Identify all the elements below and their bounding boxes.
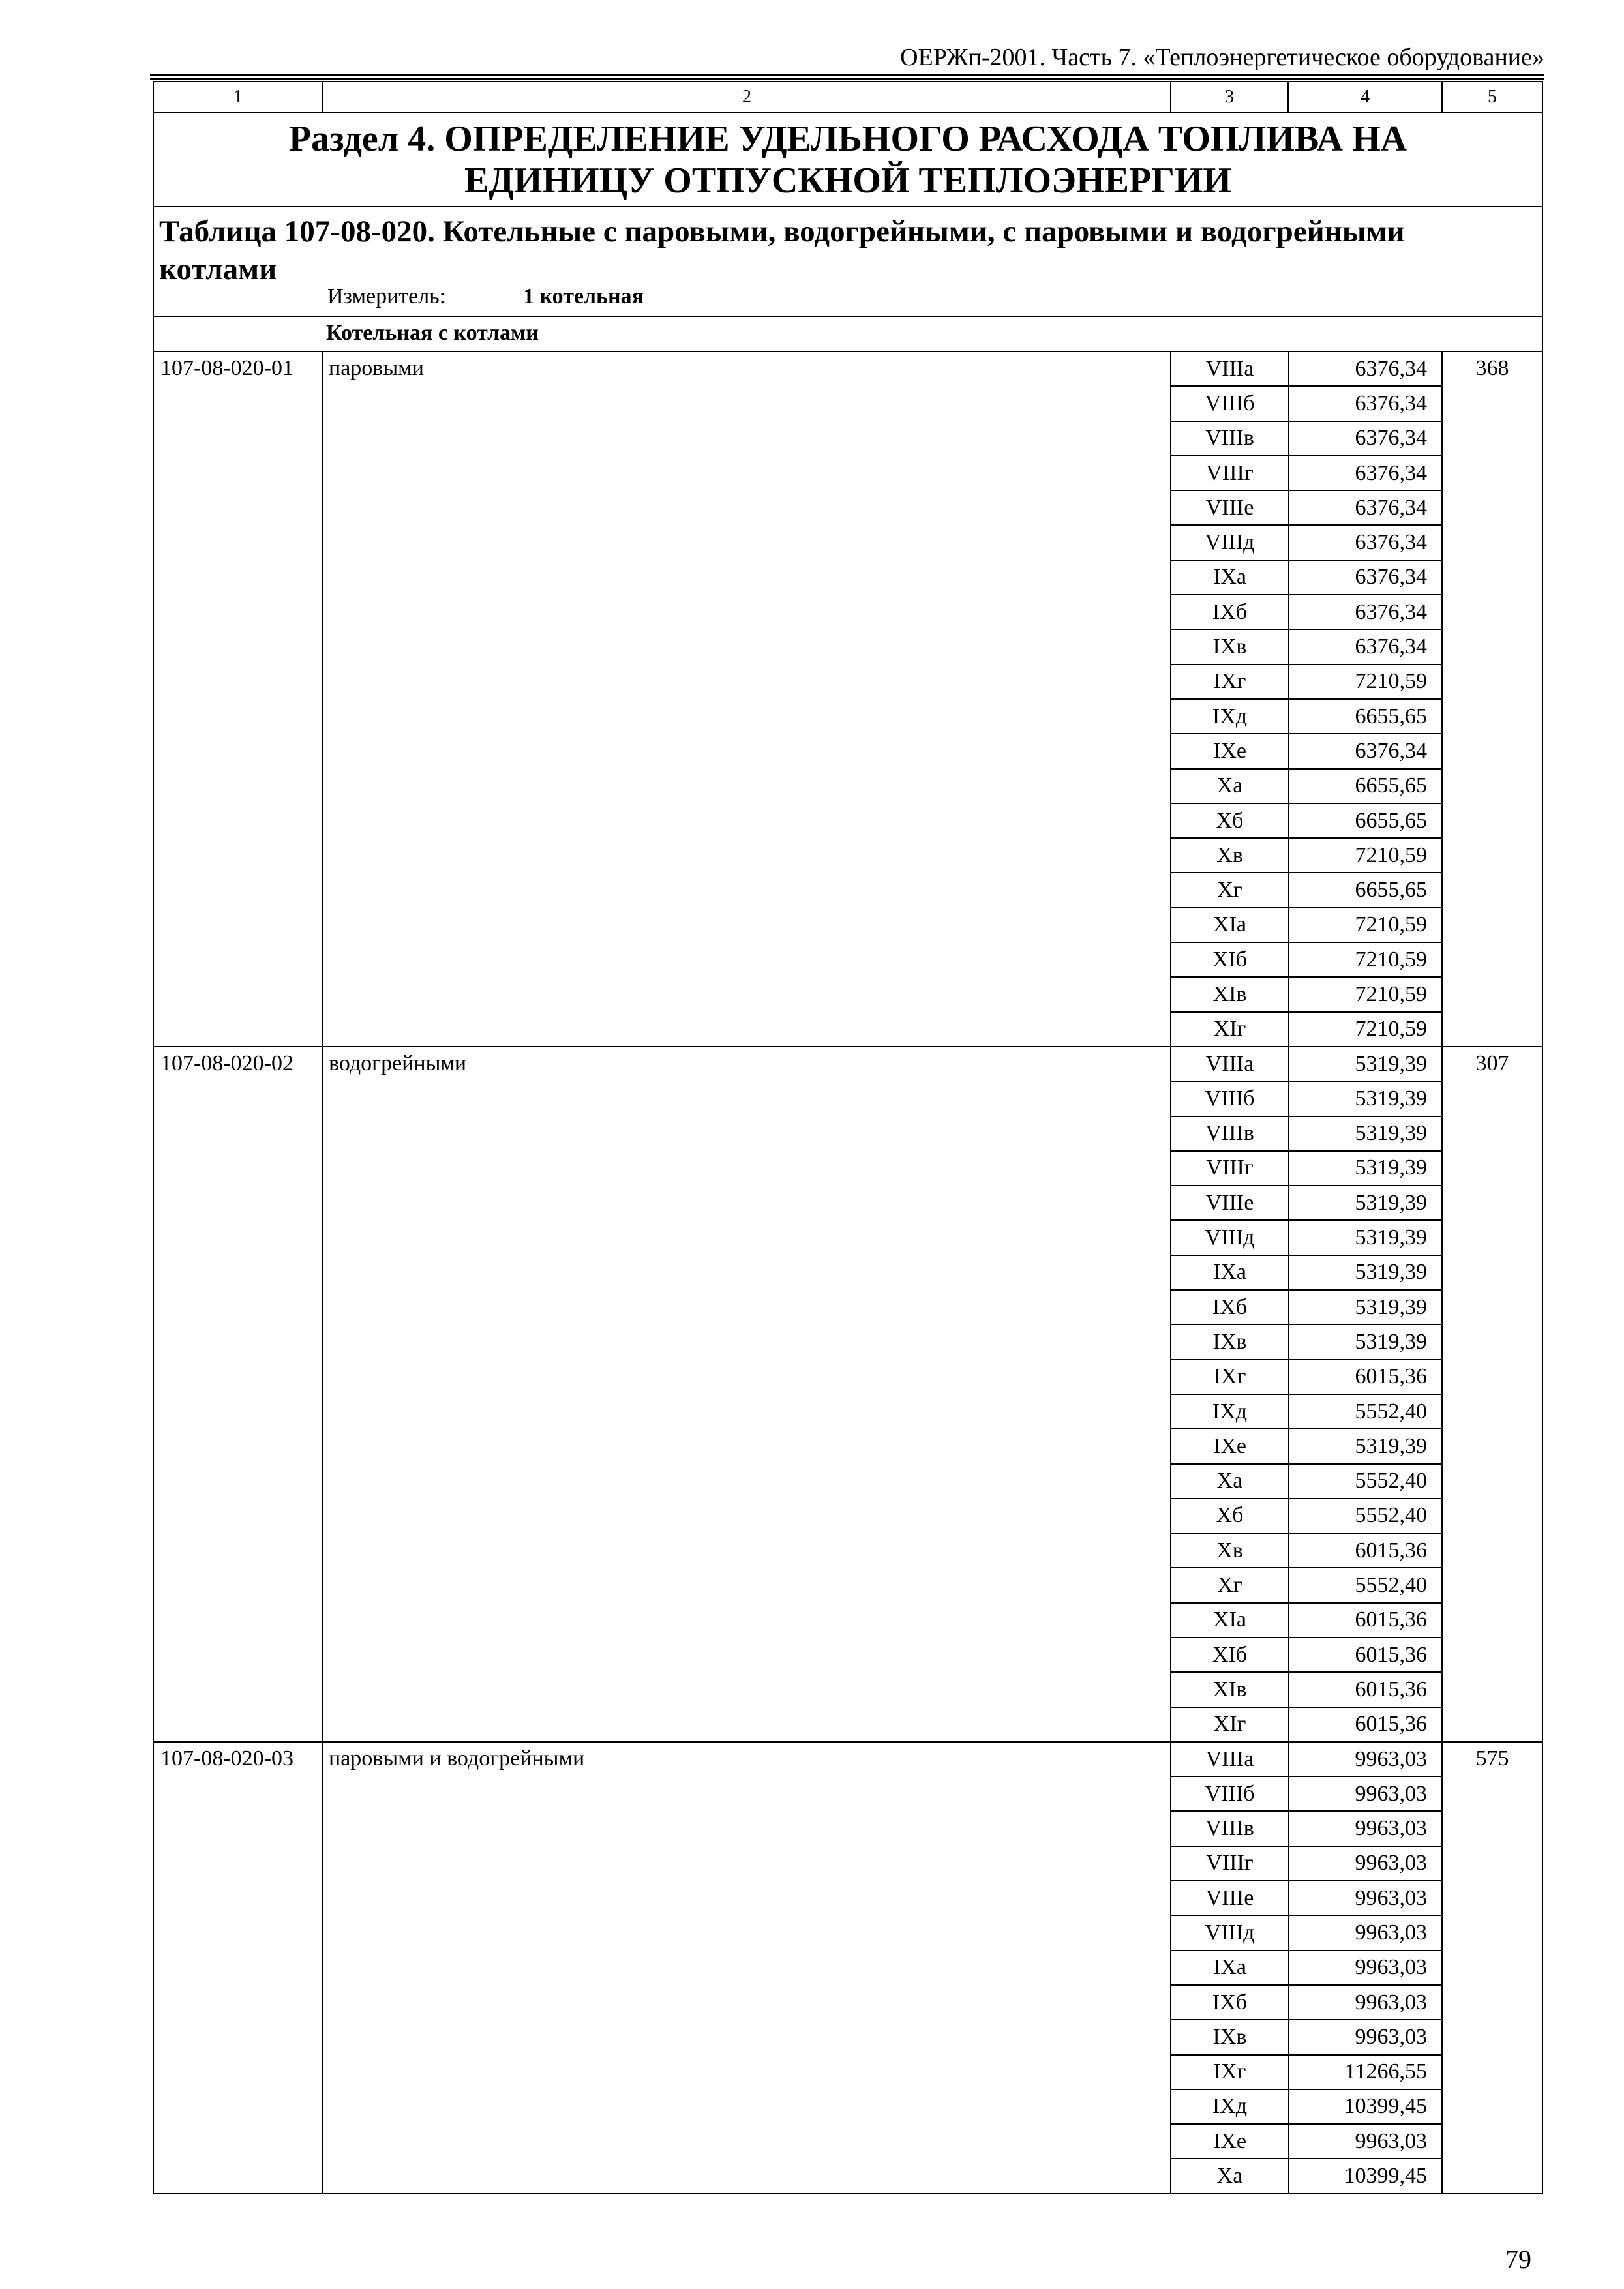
consumption-value: 6376,34 bbox=[1289, 352, 1443, 386]
consumption-value: 9963,03 bbox=[1289, 1743, 1443, 1776]
consumption-value: 6015,36 bbox=[1289, 1672, 1443, 1707]
climate-class: VIIIб bbox=[1171, 1776, 1289, 1811]
class-value-table bbox=[1171, 1743, 1443, 2193]
climate-class: XIв bbox=[1171, 1672, 1289, 1707]
consumption-value: 5319,39 bbox=[1289, 1290, 1443, 1324]
climate-class: VIIIг bbox=[1171, 456, 1289, 490]
consumption-value: 6015,36 bbox=[1355, 1712, 1427, 1737]
list-item bbox=[1171, 421, 1443, 456]
climate-class: VIIIб bbox=[1171, 386, 1289, 421]
running-header: ОЕРЖп-2001. Часть 7. «Теплоэнергетическое оборудование» bbox=[900, 44, 1544, 71]
climate-class: Xб bbox=[1171, 803, 1289, 838]
climate-class: IXв bbox=[1171, 1324, 1289, 1359]
list-item bbox=[1171, 1360, 1443, 1394]
class-value-list bbox=[1171, 1742, 1442, 2194]
list-item bbox=[1171, 1012, 1443, 1046]
list-item bbox=[1171, 2055, 1443, 2089]
climate-class: IXв bbox=[1171, 2020, 1289, 2054]
norm-code: 107-08-020-01 bbox=[153, 352, 323, 1047]
climate-class: IXд bbox=[1171, 699, 1289, 734]
consumption-value: 9963,03 bbox=[1289, 1811, 1443, 1846]
list-item bbox=[1171, 1811, 1443, 1846]
list-item bbox=[1171, 2159, 1443, 2192]
climate-class: IXв bbox=[1171, 629, 1289, 664]
list-item bbox=[1171, 1186, 1443, 1220]
consumption-value: 6655,65 bbox=[1289, 699, 1443, 734]
climate-class: IXе bbox=[1171, 1429, 1289, 1463]
column-number: 3 bbox=[1171, 82, 1288, 113]
list-item bbox=[1171, 1047, 1443, 1081]
class-value-table bbox=[1171, 1047, 1443, 1741]
climate-class: Xа bbox=[1171, 1464, 1289, 1499]
list-item bbox=[1171, 1499, 1443, 1533]
consumption-value: 6015,36 bbox=[1289, 1638, 1443, 1672]
climate-class: IXг bbox=[1171, 1360, 1289, 1394]
list-item bbox=[1171, 908, 1443, 942]
climate-class: IXб bbox=[1171, 1985, 1289, 2020]
list-item bbox=[1171, 1985, 1443, 2020]
consumption-value: 5319,39 bbox=[1289, 1151, 1443, 1186]
consumption-value: 5552,40 bbox=[1289, 1499, 1443, 1533]
list-item bbox=[1171, 629, 1443, 664]
list-item bbox=[1171, 2124, 1443, 2159]
consumption-value: 10399,45 bbox=[1344, 2164, 1427, 2189]
climate-class: IXа bbox=[1171, 1951, 1289, 1985]
consumption-value: 10399,45 bbox=[1289, 2089, 1443, 2124]
list-item bbox=[1171, 1290, 1443, 1324]
consumption-value: 7210,59 bbox=[1289, 942, 1443, 977]
list-item bbox=[1171, 1915, 1443, 1950]
consumption-value: 9963,03 bbox=[1289, 1881, 1443, 1915]
climate-class: Xв bbox=[1171, 838, 1289, 873]
list-item bbox=[1171, 1533, 1443, 1568]
list-item bbox=[1171, 1081, 1443, 1116]
climate-class: IXа bbox=[1171, 1255, 1289, 1290]
climate-class: VIIIв bbox=[1171, 421, 1289, 456]
consumption-value: 9963,03 bbox=[1289, 2020, 1443, 2054]
list-item bbox=[1171, 873, 1443, 907]
list-item bbox=[1171, 2020, 1443, 2054]
consumption-value: 9963,03 bbox=[1289, 2124, 1443, 2159]
list-item bbox=[1171, 769, 1443, 803]
list-item bbox=[1171, 1707, 1443, 1741]
climate-class: Xв bbox=[1171, 1533, 1289, 1568]
consumption-value: 7210,59 bbox=[1289, 665, 1443, 699]
consumption-value: 5319,39 bbox=[1289, 1429, 1443, 1463]
list-item bbox=[1171, 1951, 1443, 1985]
list-item bbox=[1171, 1464, 1443, 1499]
list-item bbox=[1171, 1672, 1443, 1707]
climate-class: VIIIб bbox=[1171, 1081, 1289, 1116]
section-title bbox=[153, 113, 1542, 207]
consumption-value: 5319,39 bbox=[1289, 1186, 1443, 1220]
list-item bbox=[1171, 1776, 1443, 1811]
list-item bbox=[1171, 699, 1443, 734]
consumption-value: 6376,34 bbox=[1289, 525, 1443, 560]
col5-value: 307 bbox=[1442, 1047, 1542, 1742]
meter-value: 1 котельная bbox=[523, 284, 644, 308]
col5-value: 575 bbox=[1442, 1742, 1542, 2194]
list-item bbox=[1171, 1429, 1443, 1463]
climate-class: XIа bbox=[1171, 908, 1289, 942]
consumption-value: 6655,65 bbox=[1289, 769, 1443, 803]
column-number: 2 bbox=[323, 82, 1171, 113]
boiler-type: паровыми и водогрейными bbox=[323, 1742, 1171, 2194]
climate-class: Xг bbox=[1171, 1568, 1289, 1602]
consumption-value: 6376,34 bbox=[1289, 386, 1443, 421]
meter-label: Измеритель: bbox=[327, 284, 446, 308]
consumption-value: 9963,03 bbox=[1289, 1776, 1443, 1811]
column-number: 5 bbox=[1442, 82, 1542, 113]
climate-class: XIв bbox=[1171, 977, 1289, 1011]
climate-class: XIг bbox=[1171, 1707, 1289, 1741]
table-row bbox=[153, 1047, 1542, 1742]
climate-class: VIIIа bbox=[1171, 1743, 1289, 1776]
climate-class: IXе bbox=[1171, 734, 1289, 768]
climate-class: VIIIд bbox=[1171, 525, 1289, 560]
climate-class: IXг bbox=[1171, 665, 1289, 699]
list-item bbox=[1171, 1394, 1443, 1429]
consumption-value: 6015,36 bbox=[1289, 1603, 1443, 1638]
consumption-value: 9963,03 bbox=[1289, 1915, 1443, 1950]
subsection-row bbox=[153, 316, 1542, 352]
climate-class: XIб bbox=[1171, 942, 1289, 977]
consumption-value: 5319,39 bbox=[1289, 1220, 1443, 1255]
column-number: 4 bbox=[1288, 82, 1442, 113]
consumption-value: 5319,39 bbox=[1289, 1081, 1443, 1116]
class-value-table bbox=[1171, 352, 1443, 1046]
list-item bbox=[1171, 1638, 1443, 1672]
table-row bbox=[153, 352, 1542, 1047]
list-item bbox=[1171, 1603, 1443, 1638]
consumption-value: 6376,34 bbox=[1289, 595, 1443, 629]
consumption-value: 6015,36 bbox=[1289, 1533, 1443, 1568]
boiler-type: паровыми bbox=[323, 352, 1171, 1047]
climate-class: VIIIа bbox=[1171, 1047, 1289, 1081]
subsection-title: Котельная с котлами bbox=[153, 316, 1542, 352]
column-number: 1 bbox=[153, 82, 323, 113]
climate-class: VIIIа bbox=[1171, 352, 1289, 386]
climate-class: Xа bbox=[1171, 2159, 1289, 2192]
norms-table bbox=[153, 81, 1543, 2194]
list-item bbox=[1171, 803, 1443, 838]
list-item bbox=[1171, 456, 1443, 490]
consumption-value: 7210,59 bbox=[1289, 977, 1443, 1011]
consumption-value: 9963,03 bbox=[1289, 1846, 1443, 1881]
boiler-type: водогрейными bbox=[323, 1047, 1171, 1742]
list-item bbox=[1171, 977, 1443, 1011]
table-caption-cell bbox=[153, 207, 1542, 316]
climate-class: XIг bbox=[1171, 1012, 1289, 1046]
consumption-value: 6376,34 bbox=[1289, 456, 1443, 490]
climate-class: XIа bbox=[1171, 1603, 1289, 1638]
consumption-value: 7210,59 bbox=[1289, 908, 1443, 942]
column-number-row bbox=[153, 82, 1542, 113]
list-item bbox=[1171, 838, 1443, 873]
norm-code: 107-08-020-02 bbox=[153, 1047, 323, 1742]
list-item bbox=[1171, 1116, 1443, 1151]
list-item bbox=[1171, 490, 1443, 525]
section-title-line: ЕДИНИЦУ ОТПУСКНОЙ ТЕПЛОЭНЕРГИИ bbox=[464, 160, 1231, 201]
consumption-value: 6376,34 bbox=[1289, 629, 1443, 664]
table-row bbox=[153, 1742, 1542, 2194]
consumption-value: 6376,34 bbox=[1289, 734, 1443, 768]
consumption-value: 6376,34 bbox=[1289, 560, 1443, 595]
climate-class: VIIIв bbox=[1171, 1811, 1289, 1846]
list-item bbox=[1171, 734, 1443, 768]
climate-class: VIIIе bbox=[1171, 1186, 1289, 1220]
list-item bbox=[1171, 560, 1443, 595]
climate-class: IXб bbox=[1171, 1290, 1289, 1324]
climate-class: IXа bbox=[1171, 560, 1289, 595]
class-value-list bbox=[1171, 352, 1442, 1047]
consumption-value: 7210,59 bbox=[1355, 1017, 1427, 1041]
list-item bbox=[1171, 1846, 1443, 1881]
list-item bbox=[1171, 595, 1443, 629]
consumption-value: 5552,40 bbox=[1289, 1464, 1443, 1499]
consumption-value: 6376,34 bbox=[1289, 421, 1443, 456]
consumption-value: 6655,65 bbox=[1289, 873, 1443, 907]
climate-class: VIIIд bbox=[1171, 1915, 1289, 1950]
list-item bbox=[1171, 1743, 1443, 1776]
list-item bbox=[1171, 525, 1443, 560]
page-number: 79 bbox=[1505, 2245, 1531, 2274]
consumption-value: 9963,03 bbox=[1289, 1985, 1443, 2020]
climate-class: VIIIг bbox=[1171, 1151, 1289, 1186]
consumption-value: 11266,55 bbox=[1289, 2055, 1443, 2089]
list-item bbox=[1171, 386, 1443, 421]
climate-class: IXг bbox=[1171, 2055, 1289, 2089]
climate-class: VIIIе bbox=[1171, 490, 1289, 525]
list-item bbox=[1171, 942, 1443, 977]
list-item bbox=[1171, 352, 1443, 386]
norm-code: 107-08-020-03 bbox=[153, 1742, 323, 2194]
list-item bbox=[1171, 1881, 1443, 1915]
consumption-value: 9963,03 bbox=[1289, 1951, 1443, 1985]
consumption-value: 6376,34 bbox=[1289, 490, 1443, 525]
header-rule bbox=[150, 74, 1544, 76]
climate-class: VIIIв bbox=[1171, 1116, 1289, 1151]
climate-class: VIIIг bbox=[1171, 1846, 1289, 1881]
climate-class: IXд bbox=[1171, 2089, 1289, 2124]
consumption-value: 5319,39 bbox=[1289, 1324, 1443, 1359]
climate-class: XIб bbox=[1171, 1638, 1289, 1672]
list-item bbox=[1171, 1255, 1443, 1290]
climate-class: Xг bbox=[1171, 873, 1289, 907]
consumption-value: 5319,39 bbox=[1289, 1116, 1443, 1151]
table-caption: Таблица 107-08-020. Котельные с паровыми, водогрейными, с паровыми и водогрейными котлами bbox=[159, 215, 1405, 286]
col5-value: 368 bbox=[1442, 352, 1542, 1047]
header-rule-double bbox=[150, 78, 1544, 80]
climate-class: Xа bbox=[1171, 769, 1289, 803]
consumption-value: 5552,40 bbox=[1289, 1568, 1443, 1602]
list-item bbox=[1171, 665, 1443, 699]
climate-class: IXд bbox=[1171, 1394, 1289, 1429]
list-item bbox=[1171, 1220, 1443, 1255]
list-item bbox=[1171, 1151, 1443, 1186]
consumption-value: 5552,40 bbox=[1289, 1394, 1443, 1429]
list-item bbox=[1171, 1568, 1443, 1602]
consumption-value: 6655,65 bbox=[1289, 803, 1443, 838]
table-caption-row bbox=[153, 207, 1542, 316]
class-value-list bbox=[1171, 1047, 1442, 1742]
climate-class: VIIIд bbox=[1171, 1220, 1289, 1255]
climate-class: IXе bbox=[1171, 2124, 1289, 2159]
consumption-value: 5319,39 bbox=[1289, 1047, 1443, 1081]
climate-class: IXб bbox=[1171, 595, 1289, 629]
list-item bbox=[1171, 2089, 1443, 2124]
section-title-row bbox=[153, 113, 1542, 207]
section-title-line: Раздел 4. ОПРЕДЕЛЕНИЕ УДЕЛЬНОГО РАСХОДА ТОПЛИВА НА bbox=[288, 119, 1407, 159]
list-item bbox=[1171, 1324, 1443, 1359]
climate-class: Xб bbox=[1171, 1499, 1289, 1533]
climate-class: VIIIе bbox=[1171, 1881, 1289, 1915]
consumption-value: 7210,59 bbox=[1289, 838, 1443, 873]
consumption-value: 5319,39 bbox=[1289, 1255, 1443, 1290]
consumption-value: 6015,36 bbox=[1289, 1360, 1443, 1394]
